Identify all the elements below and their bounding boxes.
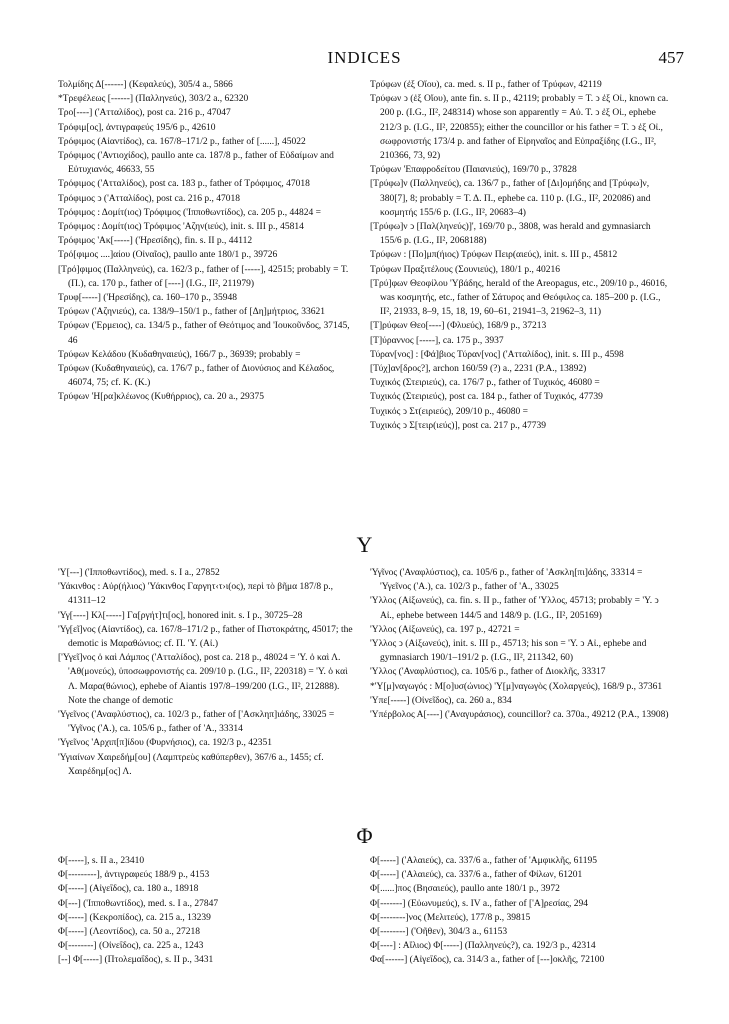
index-entry: Φ[-----] ('Αλαιεύς), ca. 337/6 a., father of Φίλων, 61201: [370, 870, 583, 881]
index-entry: Τρόφιμος ↄ ('Ατταλίδος), post ca. 216 p., 47018: [58, 193, 240, 204]
index-entry: Τυχικός ↄ Στ(ειριεύς), 209/10 p., 46080 =: [370, 406, 529, 417]
index-entry: 'Υπε[-----] (Οἰνεῖδος), ca. 260 a., 834: [370, 695, 512, 706]
index-entry: Τρύφων ↄ (ἐξ Οἴου), ante fin. s. II p., 42119; probably = Τ. ↄ ἐξ Οἰ., known ca. 200 p. (I.G., II², 248314) whose son apparently = Αὐ. Τ. ↄ ἐξ Οἰ., ephebe 212/3 p. (I.G., II², 220855); either the councillor or his father = Τ. ↄ ἐξ Οἰ., σωφρονιστής 173/4 p. and father of Εἰρηναῖος and Εὐπραξίδης (I.G., II², 210366, 73, 92): [370, 94, 669, 162]
section-letter-phi: Φ: [356, 823, 373, 848]
index-entry: Τυχικός ↄ Σ[τειρ(ιεύς)], post ca. 217 p., 47739: [370, 420, 547, 431]
index-entry: Τρύφων : [Πο]μπ(ήιος) Τρύφων Πειρ(αιεύς), init. s. III p., 45812: [370, 250, 618, 261]
index-entry: 'Υλλος (Αἰξωνεύς), ca. fin. s. II p., father of 'Υλλος, 45713; probably = 'Υ. ↄ Αἰ., ephebe between 144/5 and 148/9 p. (I.G., II², 205169): [370, 596, 659, 621]
phi-right-column: [370, 854, 670, 968]
index-entry: 'Υγ[εῖ]νος (Αἰαντίδος), ca. 167/8–171/2 p., father of Πιστοκράτης, 45017; the demotic is Μαραθώνιος; cf. Π. 'Υ. (Αἰ.): [58, 624, 353, 650]
index-entry: Τρόφιμος : Δομίτ(ιος) Τρόφιμος 'Αζην(ιεύς), init. s. III p., 45814: [58, 222, 304, 233]
index-entry: Τρόφιμος ('Αντιοχίδος), paullo ante ca. 187/8 p., father of Εὐδαίμων and Εὐτυχιανός, 46633, 55: [58, 151, 334, 176]
index-entry: Τυχικός (Στειριεύς), post ca. 184 p., father of Τυχικός, 47739: [370, 392, 603, 403]
index-entry: Φα[------] (Αἰγεΐδος), ca. 314/3 a., father of [---]οκλῆς, 72100: [370, 955, 605, 966]
index-entry: 'Υγεῖνος 'Αρχιπ[π]ίδου (Φυρνήσιος), ca. 192/3 p., 42351: [58, 738, 272, 749]
index-entry: 'Υάκινθος : Αὐρ(ήλιος) 'Υάκινθος Γαργητ‹τ›ι(ος), περὶ τὸ βῆμα 187/8 p., 41311–12: [58, 582, 334, 607]
index-entry: [Τύχ]αν[δρος?], archon 160/59 (?) a., 2231 (P.A., 13892): [370, 364, 587, 375]
index-entry: 'Υγῖνος ('Αναφλύστιος), ca. 105/6 p., father of 'Ασκλη[πι]άδης, 33314 = 'Υγεῖνος ('Α.), ca. 102/3 p., father of 'Α., 33025: [370, 568, 643, 593]
index-entry: Τυχικός (Στειριεύς), ca. 176/7 p., father of Τυχικός, 46080 =: [370, 378, 600, 389]
index-entry: Φ[--------]νος (Μελιτεύς), 177/8 p., 39815: [370, 912, 531, 923]
index-entry: 'Υλλος (Αἰξωνεύς), ca. 197 p., 42721 =: [370, 624, 520, 635]
index-entry: [--] Φ[-----] (Πτολεμαΐδος), s. II p., 3431: [58, 955, 214, 966]
upsilon-left-column: [58, 566, 358, 779]
upsilon-right-column: [370, 566, 670, 722]
index-entry: *Τρεφέλεως [------] (Παλληνεύς), 303/2 a., 62320: [58, 94, 249, 105]
index-entry: [Τρύφω]ν (Παλληνεύς), ca. 136/7 p., father of [Δι]ομήδης and [Τρύφω]ν, 380[7], 8; probably = Τ. Δ. Π., ephebe ca. 110 p. (I.G., II², 202086) and κοσμητής 155/6 p. (I.G., II², 20683–4): [370, 179, 651, 218]
index-entry: Φ[-----], s. II a., 23410: [58, 856, 145, 866]
index-entry: Τρύφων Κελάδου (Κυδαθηναιεύς), 166/7 p., 36939; probably =: [58, 349, 301, 360]
index-entry: Τρόφιμος : Δομίτ(ιος) Τρόφιμος ('Ιπποθωντίδος), ca. 205 p., 44824 =: [58, 207, 321, 218]
index-entry: Τρύφων 'Η[ρα]κλέωνος (Κυθήρριος), ca. 20 a., 29375: [58, 392, 264, 403]
index-entry: [Τρύ]φων Θεοφίλου 'Υβάδης, herald of the Areopagus, etc., 209/10 p., 46016, was κοσμητής, etc., father of Σάτυρος and Θεόφιλος ca. 185–200 p. (I.G., II², 21933, 8–9, 15, 18, 19, 60–61, 21941–3, 21962–3, 11): [370, 278, 668, 318]
tau-left-column: [58, 78, 358, 405]
index-entry: Φ[-----] (Αἰγεΐδος), ca. 180 a., 18918: [58, 884, 199, 895]
index-entry: Τρυφ[-----] ('Ηρεσίδης), ca. 160–170 p., 35948: [58, 293, 237, 304]
index-entry: Τύραν[νος] : [Φά]βιος Τύραν[νος] ('Ατταλίδος), init. s. III p., 4598: [370, 349, 624, 360]
index-entry: Φ[--------] (Οἰνεΐδος), ca. 225 a., 1243: [58, 941, 204, 952]
index-entry: *'Υ[μ]ναγωγός : Μ[ο]υσ(ώνιος) 'Υ[μ]ναγωγὸς (Χολαργεύς), 168/9 p., 37361: [370, 681, 663, 692]
index-entry: Φ[---] ('Ιπποθωντίδος), med. s. I a., 27847: [58, 898, 219, 909]
index-entry: Φ[--------] ('Οῆθεν), 304/3 a., 61153: [370, 927, 508, 938]
index-entry: Φ[......]πος (Βησαιεύς), paullo ante 180/1 p., 3972: [370, 884, 560, 895]
index-entry: [Τρύφω]ν ↄ [Παλ(ληνεύς)]', 169/70 p., 3808, was herald and gymnasiarch 155/6 p. (I.G., II², 2068188): [370, 222, 651, 247]
index-entry: Τρό[φιμος ....]αίου (Οἰναῖος), paullo ante 180/1 p., 39726: [58, 250, 278, 261]
running-header-title: INDICES: [327, 48, 402, 67]
index-entry: Τολμίδης Δ[------] (Κεφαλεύς), 305/4 a., 5866: [58, 80, 233, 90]
index-entry: 'Υγεῖνος ('Αναφλύστιος), ca. 102/3 p., father of ['Ασκληπ]ιάδης, 33025 = 'Υγῖνος ('Α.), ca. 105/6 p., father of 'Α., 33314: [58, 710, 335, 735]
index-entry: 'Υλλος ↄ (Αἰξωνεύς), init. s. III p., 45713; his son = 'Υ. ↄ Αἰ., ephebe and gymnasiarch 190/1–191/2 p. (I.G., II², 211342, 60): [370, 639, 647, 664]
index-entry: Τρύφων ('Ερμειος), ca. 134/5 p., father of Θεότιμος and 'Ιουκοῦνδος, 37145, 46: [58, 321, 350, 346]
index-entry: 'Υγ[----] Κλ[-----] Γα[ργήτ]τι[ος], honored init. s. I p., 30725–28: [58, 610, 303, 621]
index-entry: Τρύφων ('Αζηνιεύς), ca. 138/9–150/1 p., father of [Δη]μήτριος, 33621: [58, 307, 326, 318]
index-entry: 'Υ[---] ('Ιπποθωντίδος), med. s. I a., 27852: [58, 568, 220, 578]
index-entry: Τρόφιμ[ος], ἀντιγραφεύς 195/6 p., 42610: [58, 122, 216, 133]
index-entry: 'Υγιαίνων Χαιρεδήμ[ου] (Λαμπτρεὺς καθύπερθεν), 367/6 a., 1455; cf. Χαιρέδημ[ος] Λ.: [58, 752, 324, 777]
index-entry: 'Υλλος ('Αναφλύστιος), ca. 105/6 p., father of Διοκλῆς, 33317: [370, 667, 606, 678]
index-entry: Φ[-----] (Λεοντίδος), ca. 50 a., 27218: [58, 927, 200, 938]
index-entry: Φ[---------], ἀντιγραφεύς 188/9 p., 4153: [58, 870, 210, 881]
index-entry: Τρο[----] ('Ατταλίδος), post ca. 216 p., 47047: [58, 108, 231, 119]
index-entry: [Τ]ύραννος [-----], ca. 175 p., 3937: [370, 335, 504, 346]
index-entry: ['Υγεῖ]νος ὁ καὶ Λάμπος ('Ατταλίδος), post ca. 218 p., 48024 = 'Υ. ὁ καὶ Λ. 'Αθ(μονεύς), ὑποσωφρονιστής ca. 209/10 p. (I.G., II², 220318) = 'Υ. ὁ καὶ Λ. Μαρα(θώνιος), ephebe of Aiantis 197/8–199/200 (I.G., II², 212888). Note the change of demotic: [58, 653, 348, 706]
index-entry: [Τ]ρύφων Θεο[----] (Φλυεύς), 168/9 p., 37213: [370, 321, 547, 332]
index-entry: Φ[----] : Αἴλιος) Φ[-----] (Παλληνεύς?), ca. 192/3 p., 42314: [370, 941, 596, 952]
index-entry: Φ[-------] (Εὐωνυμεύς), s. IV a., father of ['Α]ρεσίας, 294: [370, 898, 589, 909]
index-entry: Τρύφων Πραξιτέλους (Σουνιεύς), 180/1 p., 40216: [370, 264, 561, 275]
index-entry: Τρόφιμος (Αἰαντίδος), ca. 167/8–171/2 p., father of [......], 45022: [58, 136, 306, 147]
index-entry: Φ[-----] (Κεκροπίδος), ca. 215 a., 13239: [58, 912, 211, 923]
index-entry: Τρύφων (ἐξ Οἴου), ca. med. s. II p., father of Τρύφων, 42119: [370, 80, 602, 90]
index-entry: Τρόφιμος 'Ακ[-----] ('Ηρεσίδης), fin. s. II p., 44112: [58, 236, 253, 247]
index-entry: 'Υπέρβολος Α[----] ('Αναγυράσιος), councillor? ca. 370a., 49212 (P.A., 13908): [370, 710, 669, 721]
phi-left-column: [58, 854, 358, 968]
index-entry: [Τρό]φιμος (Παλληνεύς), ca. 162/3 p., father of [-----], 42515; probably = Τ. (Π.), ca. 170 p., father of [----] (I.G., II², 211979): [58, 264, 349, 289]
index-entry: Τρύφων (Κυδαθηναιεύς), ca. 176/7 p., father of Διονύσιος and Κέλαδος, 46074, 75; cf. K. (K.): [58, 364, 335, 389]
index-entry: Τρόφιμος ('Ατταλίδος), post ca. 183 p., father of Τρόφιμος, 47018: [58, 179, 310, 190]
tau-right-column: [370, 78, 670, 433]
index-entry: Φ[-----] ('Αλαιεύς), ca. 337/6 a., father of 'Αμφικλῆς, 61195: [370, 856, 598, 866]
section-letter-upsilon: Υ: [356, 532, 373, 557]
page-number: 457: [658, 48, 684, 67]
index-entry: Τρύφων 'Επαφροδείτου (Παιανιεύς), 169/70 p., 37828: [370, 165, 577, 176]
